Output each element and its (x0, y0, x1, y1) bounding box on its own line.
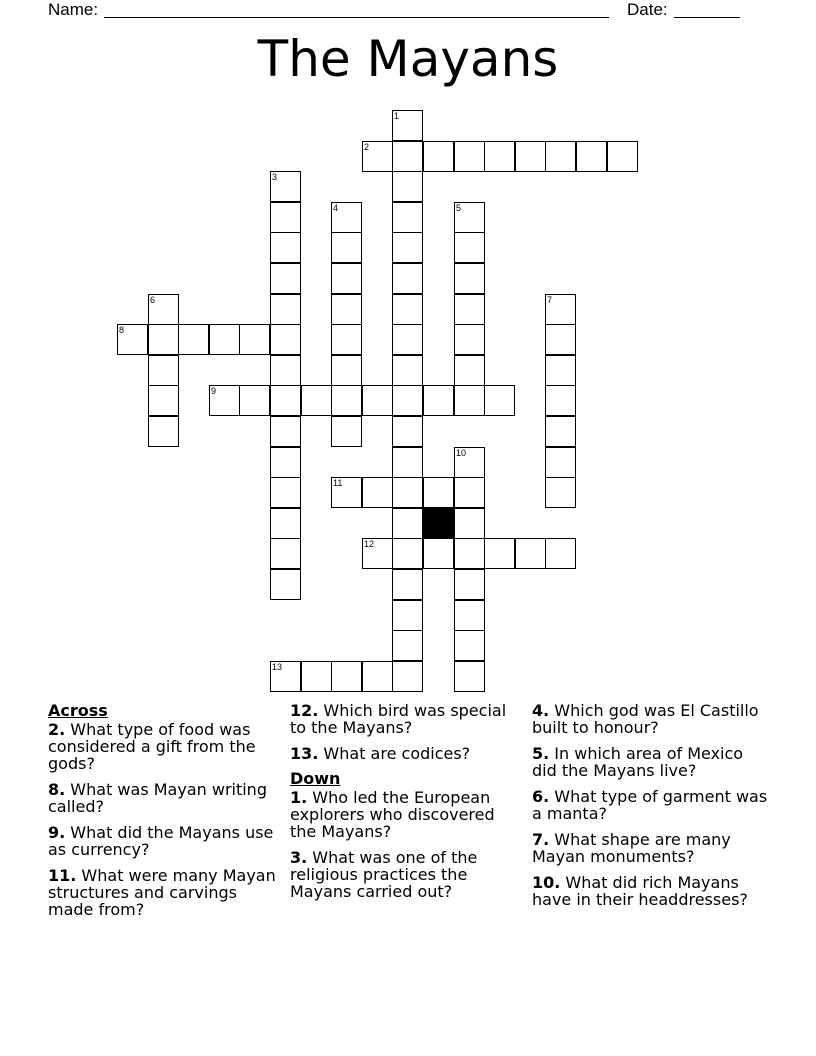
clue-item (290, 702, 520, 736)
grid-cell[interactable] (239, 385, 270, 416)
grid-cell[interactable] (270, 385, 301, 416)
grid-cell[interactable] (454, 324, 485, 355)
clue-number: 9. (48, 823, 66, 842)
grid-cell[interactable] (209, 324, 240, 355)
clue-number: 2 (364, 142, 370, 152)
grid-cell[interactable] (270, 294, 301, 325)
grid-cell[interactable] (545, 385, 576, 416)
clue-text: Which bird was special to the Mayans? (290, 701, 507, 737)
clue-number: 12. (290, 701, 319, 720)
header (0, 0, 816, 22)
grid-cell[interactable] (148, 355, 179, 386)
grid-cell[interactable] (270, 416, 301, 447)
page-title: The Mayans (257, 30, 559, 88)
grid-cell[interactable] (178, 324, 209, 355)
grid-cell[interactable] (454, 477, 485, 508)
clue-item (532, 788, 772, 822)
grid-cell[interactable] (454, 508, 485, 539)
grid-cell[interactable] (545, 477, 576, 508)
clue-number: 6 (150, 295, 156, 305)
grid-cell[interactable] (392, 324, 423, 355)
grid-cell[interactable] (515, 538, 546, 569)
grid-cell[interactable] (392, 232, 423, 263)
clue-number: 11 (333, 478, 343, 488)
grid-cell[interactable] (270, 508, 301, 539)
clue-number: 4. (532, 701, 550, 720)
grid-cell[interactable] (331, 263, 362, 294)
grid-cell[interactable] (148, 416, 179, 447)
grid-cell[interactable] (392, 661, 423, 692)
grid-cell[interactable] (270, 263, 301, 294)
grid-cell[interactable] (270, 477, 301, 508)
grid-cell[interactable] (270, 447, 301, 478)
grid-cell[interactable] (392, 202, 423, 233)
clue-text: What are codices? (318, 744, 471, 763)
down-heading: Down (290, 769, 341, 788)
grid-cell[interactable] (331, 385, 362, 416)
grid-cell[interactable] (362, 385, 393, 416)
grid-cell[interactable] (392, 569, 423, 600)
clue-item (48, 721, 280, 772)
grid-cell[interactable] (392, 600, 423, 631)
clue-item (532, 745, 772, 779)
clue-number: 1 (394, 111, 400, 121)
grid-cell[interactable] (362, 538, 393, 569)
clue-text: In which area of Mexico did the Mayans live? (532, 744, 744, 780)
grid-cell[interactable] (331, 232, 362, 263)
grid-cell[interactable] (362, 661, 393, 692)
grid-cell[interactable] (148, 385, 179, 416)
grid-cell[interactable] (454, 294, 485, 325)
grid-cell[interactable] (392, 263, 423, 294)
grid-cell[interactable] (392, 447, 423, 478)
grid-cell[interactable] (301, 661, 332, 692)
grid-cell[interactable] (423, 141, 454, 172)
clue-number: 4 (333, 203, 339, 213)
date-field[interactable] (674, 0, 740, 18)
grid-cell[interactable] (545, 294, 576, 325)
clue-text: What were many Mayan structures and carvings made from? (48, 866, 276, 919)
clue-item (48, 781, 280, 815)
grid-cell[interactable] (270, 232, 301, 263)
grid-cell[interactable] (545, 324, 576, 355)
grid-cell[interactable] (117, 324, 148, 355)
grid-cell[interactable] (239, 324, 270, 355)
grid-cell[interactable] (392, 294, 423, 325)
clue-text: What did rich Mayans have in their headdresses? (532, 873, 748, 909)
clue-text: What shape are many Mayan monuments? (532, 830, 731, 866)
clue-item (290, 745, 520, 762)
clue-number: 13 (272, 662, 283, 672)
grid-cell[interactable] (209, 385, 240, 416)
clue-number: 3. (290, 848, 308, 867)
grid-cell[interactable] (545, 416, 576, 447)
grid-cell[interactable] (270, 324, 301, 355)
grid-cell[interactable] (454, 661, 485, 692)
clues-column-3 (532, 702, 772, 917)
grid-cell[interactable] (515, 141, 546, 172)
grid-cell[interactable] (270, 569, 301, 600)
grid-cell[interactable] (392, 110, 423, 141)
across-heading: Across (48, 701, 108, 720)
grid-cell[interactable] (392, 630, 423, 661)
clue-number: 7 (547, 295, 553, 305)
clue-text: What type of garment was a manta? (532, 787, 768, 823)
grid-cell[interactable] (392, 355, 423, 386)
grid-cell[interactable] (576, 141, 607, 172)
clue-number: 10. (532, 873, 561, 892)
down-clue-list (290, 789, 520, 900)
grid-cell[interactable] (545, 447, 576, 478)
clue-item (532, 702, 772, 736)
name-field[interactable] (104, 0, 609, 18)
clue-number: 7. (532, 830, 550, 849)
clue-item (48, 824, 280, 858)
grid-cell[interactable] (454, 538, 485, 569)
grid-block (423, 508, 454, 539)
grid-cell[interactable] (331, 416, 362, 447)
clue-text: Who led the European explorers who discovered the Mayans? (290, 788, 495, 841)
clue-number: 3 (272, 172, 278, 182)
clue-number: 5. (532, 744, 550, 763)
grid-cell[interactable] (454, 202, 485, 233)
clue-item (290, 849, 520, 900)
grid-cell[interactable] (392, 171, 423, 202)
across-clue-list (48, 721, 280, 918)
clue-number: 11. (48, 866, 77, 885)
grid-cell[interactable] (331, 661, 362, 692)
grid-cell[interactable] (270, 661, 301, 692)
clue-number: 9 (211, 386, 217, 396)
grid-cell[interactable] (484, 141, 515, 172)
clue-item (532, 831, 772, 865)
clue-item (532, 874, 772, 908)
grid-cell[interactable] (148, 324, 179, 355)
grid-cell[interactable] (392, 538, 423, 569)
grid-cell[interactable] (331, 202, 362, 233)
clues-column-1 (48, 702, 280, 927)
grid-cell[interactable] (331, 294, 362, 325)
clue-text: What type of food was considered a gift from the gods? (48, 720, 256, 773)
grid-cell[interactable] (392, 416, 423, 447)
grid-cell[interactable] (454, 385, 485, 416)
grid-cell[interactable] (148, 294, 179, 325)
grid-cell[interactable] (270, 538, 301, 569)
grid-cell[interactable] (301, 385, 332, 416)
grid-cell[interactable] (270, 202, 301, 233)
grid-cell[interactable] (545, 141, 576, 172)
grid-cell[interactable] (270, 355, 301, 386)
grid-cell[interactable] (423, 385, 454, 416)
grid-cell[interactable] (362, 141, 393, 172)
across-clue-list-continued (290, 702, 520, 762)
grid-cell[interactable] (331, 355, 362, 386)
clue-number: 6. (532, 787, 550, 806)
clue-text: What was one of the religious practices the Mayans carried out? (290, 848, 478, 901)
grid-cell[interactable] (607, 141, 638, 172)
grid-cell[interactable] (484, 385, 515, 416)
grid-cell[interactable] (454, 569, 485, 600)
grid-cell[interactable] (392, 477, 423, 508)
grid-cell[interactable] (423, 538, 454, 569)
grid-cell[interactable] (454, 447, 485, 478)
clue-text: Which god was El Castillo built to honour? (532, 701, 759, 737)
clue-item (48, 867, 280, 918)
grid-cell[interactable] (454, 355, 485, 386)
name-label: Name: (48, 0, 99, 19)
grid-cell[interactable] (331, 324, 362, 355)
clues-column-2 (290, 702, 520, 909)
clue-number: 1. (290, 788, 308, 807)
grid-cell[interactable] (392, 508, 423, 539)
clue-text: What did the Mayans use as currency? (48, 823, 274, 859)
grid-cell[interactable] (392, 385, 423, 416)
grid-cell[interactable] (484, 538, 515, 569)
down-clue-list-continued (532, 702, 772, 908)
clue-item (290, 789, 520, 840)
clue-number: 2. (48, 720, 66, 739)
grid-cell[interactable] (454, 263, 485, 294)
clue-number: 8. (48, 780, 66, 799)
grid-cell[interactable] (423, 477, 454, 508)
grid-cell[interactable] (545, 355, 576, 386)
grid-cell[interactable] (545, 538, 576, 569)
grid-cell[interactable] (270, 171, 301, 202)
grid-cell[interactable] (454, 232, 485, 263)
clue-number: 10 (456, 448, 467, 458)
clue-number: 12 (364, 539, 375, 549)
grid-cell[interactable] (454, 630, 485, 661)
date-label: Date: (627, 0, 668, 19)
grid-cell[interactable] (362, 477, 393, 508)
grid-cell[interactable] (454, 141, 485, 172)
clue-text: What was Mayan writing called? (48, 780, 267, 816)
clue-number: 5 (456, 203, 462, 213)
clue-number: 8 (119, 325, 125, 335)
grid-cell[interactable] (331, 477, 362, 508)
grid-cell[interactable] (392, 141, 423, 172)
clue-number: 13. (290, 744, 319, 763)
grid-cell[interactable] (454, 600, 485, 631)
